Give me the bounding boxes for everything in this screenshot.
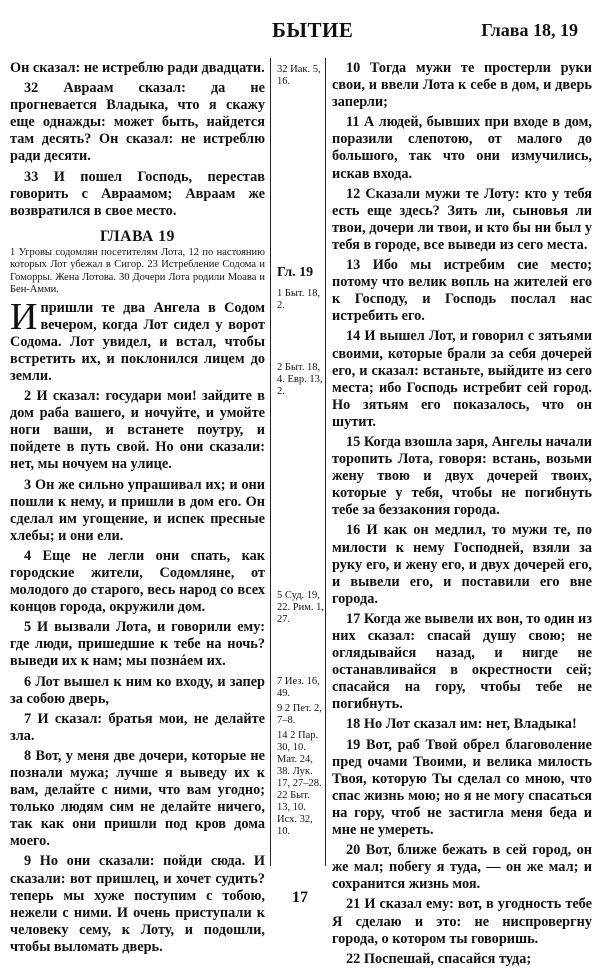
- left-column: [10, 60, 265, 959]
- verse-13: 13 Ибо мы истребим сие место; потому что велик вопль на жителей его к Господу, и Господь послал нас истребить его.: [332, 257, 592, 325]
- verse-22: 22 Поспешай, спасайся туда;: [346, 950, 532, 967]
- cross-ref: 2 Быт. 18, 4. Евр. 13, 2.: [277, 362, 323, 397]
- verse-4: 4 Еще не легли они спать, как городские жители, Содомляне, от молодого до старого, весь народ со всех концов города, окружили дом.: [10, 547, 265, 616]
- book-title: БЫТИЕ: [272, 18, 354, 42]
- drop-cap: И: [10, 295, 38, 338]
- cross-ref: 7 Иез. 16, 49.: [277, 676, 320, 699]
- verse-19: 19 Вот, раб Твой обрел благоволение пред очами Твоими, и велика милость Твоя, которую Ты сделал со мною, что спас жизнь мою; но я не могу спасаться на гору, чтоб не застигла меня беда и мне не умереть.: [332, 736, 592, 839]
- verse-20: 20 Вот, ближе бежать в сей город, он же мал; побегу я туда, — он же мал; и сохранится жизнь моя.: [332, 842, 592, 893]
- verse-18: 18 Но Лот сказал им: нет, Владыка!: [346, 716, 577, 733]
- cross-ref: 32 Иак. 5, 16.: [277, 64, 321, 87]
- verse-5: 5 И вызвали Лота, и говорили ему: где люди, пришедшие к тебе на ночь? выведи их к нам; мы познáем их.: [10, 619, 265, 670]
- verse-21: 21 И сказал ему: вот, в угодность тебе Я сделаю и это: не ниспровергну города, о котором ты говоришь.: [332, 896, 592, 947]
- verse-11: 11 А людей, бывших при входе в дом, поразили слепотою, от малого до большого, так что они измучились, искав входа.: [332, 114, 592, 182]
- chapter-summary: 1 Угровы содомлян посетителям Лота, 12 по настоянию которых Лот убежал в Сигор. 23 Истребление Содома и Гоморры. Жена Лотова. 30 Дочери Лота родили Моава и Бен-Амми.: [10, 246, 265, 296]
- cross-ref: 9 2 Пет. 2, 7–8.: [277, 703, 322, 726]
- verse-16: 16 И как он медлил, то мужи те, по милости к нему Господней, взяли за руку его, и жену его, и двух дочерей его, и вывели его, и поставили его вне города.: [332, 522, 592, 607]
- verse-2: 2 И сказал: государи мои! зайдите в дом раба вашего, и ночуйте, и умойте ноги ваши, и встанете поутру, и пойдете в путь свой. Но они сказали: нет, мы ночуем на улице.: [10, 388, 265, 473]
- verse-12: 12 Сказали мужи те Лоту: кто у тебя есть еще здесь? Зять ли, сыновья ли твои, дочери ли твои, и кто бы ни был у тебя в городе, все выведи из сего места.: [332, 185, 592, 253]
- verse-15: 15 Когда взошла заря, Ангелы начали торопить Лота, говоря: встань, возьми жену твою и двух дочерей твоих, которые у тебя, чтобы не погибнуть тебе за беззакония города.: [332, 433, 592, 519]
- verse-14: 14 И вышел Лот, и говорил с зятьями своими, которые брали за себя дочерей его, и сказал: встаньте, выйдите из сего места; ибо Господь истребит сей город. Но зятьям его показалось, что он шутит.: [332, 328, 592, 430]
- verse-6: 6 Лот вышел к ним ко входу, и запер за собою дверь,: [10, 673, 265, 707]
- verse-33: 33 И пошел Господь, перестав говорить с Авраамом; Авраам же возвратился в свое место.: [10, 168, 265, 219]
- verse-1-text: пришли те два Ангела в Содом вечером, когда Лот сидел у ворот Содома. Лот увидел, и встал, чтобы встретить их, и поклонился лицем до земли.: [10, 299, 265, 384]
- column-divider-right: [325, 58, 326, 866]
- page-number: 17: [292, 889, 308, 906]
- verse-3: 3 Он же сильно упрашивал их; и они пошли к нему, и пришли в дом его. Он сделал им угощение, и испек пресные хлебы; и они ели.: [10, 476, 265, 544]
- cross-ref-heading: Гл. 19: [277, 265, 314, 280]
- chapter-heading: ГЛАВА 19: [100, 227, 175, 245]
- verse-8: 8 Вот, у меня две дочери, которые не познали мужа; лучше я выведу их к вам, делайте с ними, что вам угодно; только людям сим не делайте ничего, так как они пришли под кров дома моего.: [10, 747, 265, 850]
- cross-ref: 14 2 Пар. 30, 10. Мат. 24, 38. Лук. 17, 27–28.: [277, 730, 322, 789]
- chapter-range: Глава 18, 19: [481, 20, 578, 40]
- verse-9: 9 Но они сказали: пойди сюда. И сказали: вот пришлец, и хочет судить? теперь мы хуже поступим с тобою, нежели с ними. И очень приступали к человеку сему, к Лоту, и подошли, чтобы выломать дверь.: [10, 853, 265, 955]
- cross-ref: 5 Суд. 19, 22. Рим. 1, 27.: [277, 590, 324, 625]
- verse-7: 7 И сказал: братья мои, не делайте зла.: [10, 710, 265, 744]
- verse-10: 10 Тогда мужи те простерли руки свои, и ввели Лота к себе в дом, и дверь заперли;: [332, 60, 592, 111]
- column-divider-left: [270, 58, 271, 866]
- right-column: [332, 60, 592, 971]
- verse-17: 17 Когда же вывели их вон, то один из них сказал: спасай душу свою; не оглядывайся назад, и нигде не останавливайся в окрестности сей; спасайся на гору, чтобы тебе не погибнуть.: [332, 610, 592, 713]
- verse-1: [10, 295, 265, 385]
- verse-32: 32 Авраам сказал: да не прогневается Владыка, что я скажу еще однажды: может быть, найдется там десять? Он сказал: не истреблю ради десяти.: [10, 80, 265, 165]
- cross-ref: 1 Быт. 18, 2.: [277, 288, 321, 311]
- verse-31-tail: Он сказал: не истреблю ради двадцати.: [10, 60, 265, 76]
- cross-ref: 22 Быт. 13, 10. Исх. 32, 10.: [277, 790, 313, 837]
